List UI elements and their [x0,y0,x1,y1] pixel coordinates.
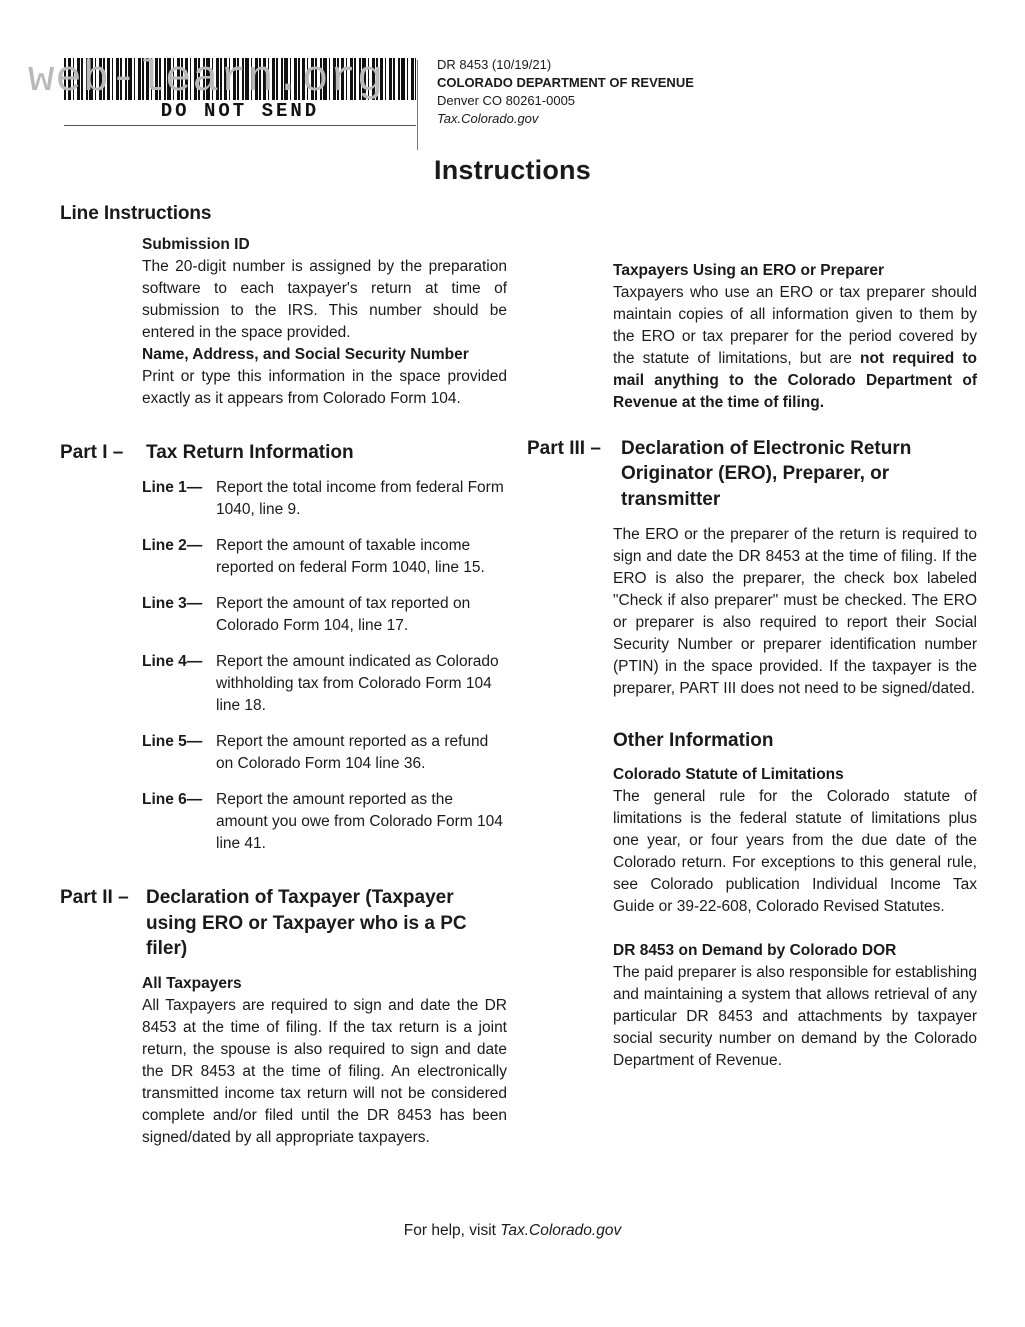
department-name: COLORADO DEPARTMENT OF REVENUE [437,74,694,90]
part-two-header [60,885,507,961]
line-item-text: Report the total income from federal Form 1040, line 9. [216,479,504,519]
other-information-block [613,730,977,1072]
header-rule [64,125,416,126]
header-vertical-divider [417,60,418,150]
name-address-ssn-body: Print or type this information in the space provided exactly as it appears from Colorado Form 104. [142,368,507,407]
part-three-body-block [613,524,977,700]
page-footer [0,1222,1025,1240]
part-three-label: Part III – [527,438,601,459]
watermark-text: web-learn.org [28,54,385,104]
name-address-ssn-heading: Name, Address, and Social Security Number [142,346,469,363]
line-item-text: Report the amount indicated as Colorado withholding tax from Colorado Form 104 line 18. [216,653,499,715]
part-one-label: Part I – [60,442,124,463]
left-column [60,203,507,1149]
right-column [527,203,977,1072]
line-item [142,651,507,717]
ero-preparer-body-text: Taxpayers who use an ERO or tax preparer should maintain copies of all information given to them by the ERO or tax preparer for the period covered by the statute of limitations, but are [613,284,977,367]
document-header [0,30,1025,140]
part-one-lines [142,477,507,855]
barcode-block [64,58,416,126]
submission-id-heading: Submission ID [142,236,250,253]
line-item-key: Line 4— [142,653,203,671]
ero-preparer-heading: Taxpayers Using an ERO or Preparer [613,262,885,279]
part-three-title: Declaration of Electronic Return Originator (ERO), Preparer, or transmitter [621,438,912,510]
line-item-key: Line 5— [142,733,203,751]
demand-body: The paid preparer is also responsible for establishing and maintaining a system that allows retrieval of any particular DR 8453 and attachments by taxpayer social security number on demand by the Colorado Department of Revenue. [613,963,977,1069]
line-item-text: Report the amount of taxable income reported on federal Form 1040, line 15. [216,537,485,577]
line-item-key: Line 6— [142,791,203,809]
part-two-label: Part II – [60,887,129,909]
ero-preparer-body-emphasis: not required to mail anything to the Colorado Department of Revenue at the time of filing. [613,350,977,411]
line-item-text: Report the amount reported as the amount you owe from Colorado Form 104 line 41. [216,791,503,853]
line-item [142,477,507,521]
submission-id-body: The 20-digit number is assigned by the preparation software to each taxpayer's return at time of submission to the IRS. This number should be entered in the space provided. [142,258,507,341]
part-three-header [527,436,977,512]
line-item-key: Line 1— [142,479,203,497]
line-item-text: Report the amount of tax reported on Colorado Form 104, line 17. [216,595,471,635]
part-two-title: Declaration of Taxpayer (Taxpayer using ERO or Taxpayer who is a PC filer) [146,887,467,959]
part-three-body: The ERO or the preparer of the return is required to sign and date the DR 8453 at the time of filing. If the ERO is also the preparer, the check box labeled "Check if also preparer" must be checked. The ERO or preparer is also required to report their Social Security Number or preparer identification number (PTIN) in the space provided. If the taxpayer is the preparer, PART III does not need to be signed/dated. [613,525,977,697]
line-item [142,731,507,775]
line-item [142,789,507,855]
ero-preparer-body [613,282,977,414]
statute-heading: Colorado Statute of Limitations [613,765,844,783]
part-one-header [60,440,507,465]
line-item-text: Report the amount reported as a refund on Colorado Form 104 line 36. [216,733,489,773]
demand-heading: DR 8453 on Demand by Colorado DOR [613,941,897,959]
agency-block [437,56,694,128]
line-item [142,593,507,637]
line-instructions-heading: Line Instructions [60,203,212,224]
department-website: Tax.Colorado.gov [437,110,539,126]
footer-prefix: For help, visit [403,1222,501,1239]
all-taxpayers-heading: All Taxpayers [142,975,242,993]
barcode-caption: DO NOT SEND [160,100,320,122]
part-one-title: Tax Return Information [146,442,354,463]
line-item-key: Line 3— [142,595,203,613]
line-item [142,535,507,579]
department-address: Denver CO 80261-0005 [437,92,576,108]
all-taxpayers-body: All Taxpayers are required to sign and date the DR 8453 at the time of filing. If the tax return is a joint return, the spouse is also required to sign and date the DR 8453 at the time of filing. An electronically transmitted income tax return will not be considered complete and/or filed until the DR 8453 has been signed/dated by all appropriate taxpayers. [142,997,507,1147]
part-two-body [142,973,507,1149]
line-instructions-body [142,234,507,410]
form-number: DR 8453 (10/19/21) [437,57,552,72]
line-item-key: Line 2— [142,537,203,555]
barcode-icon [64,58,416,100]
ero-preparer-block [613,260,977,414]
footer-link: Tax.Colorado.gov [500,1222,622,1239]
statute-body: The general rule for the Colorado statute of limitations is the federal statute of limitations plus one year, or four years from the due date of the Colorado return. For exceptions to this general rule, see Colorado publication Individual Income Tax Guide or 39-22-608, Colorado Revised Statutes. [613,787,977,915]
other-information-heading: Other Information [613,729,774,751]
page-title: Instructions [434,155,591,185]
